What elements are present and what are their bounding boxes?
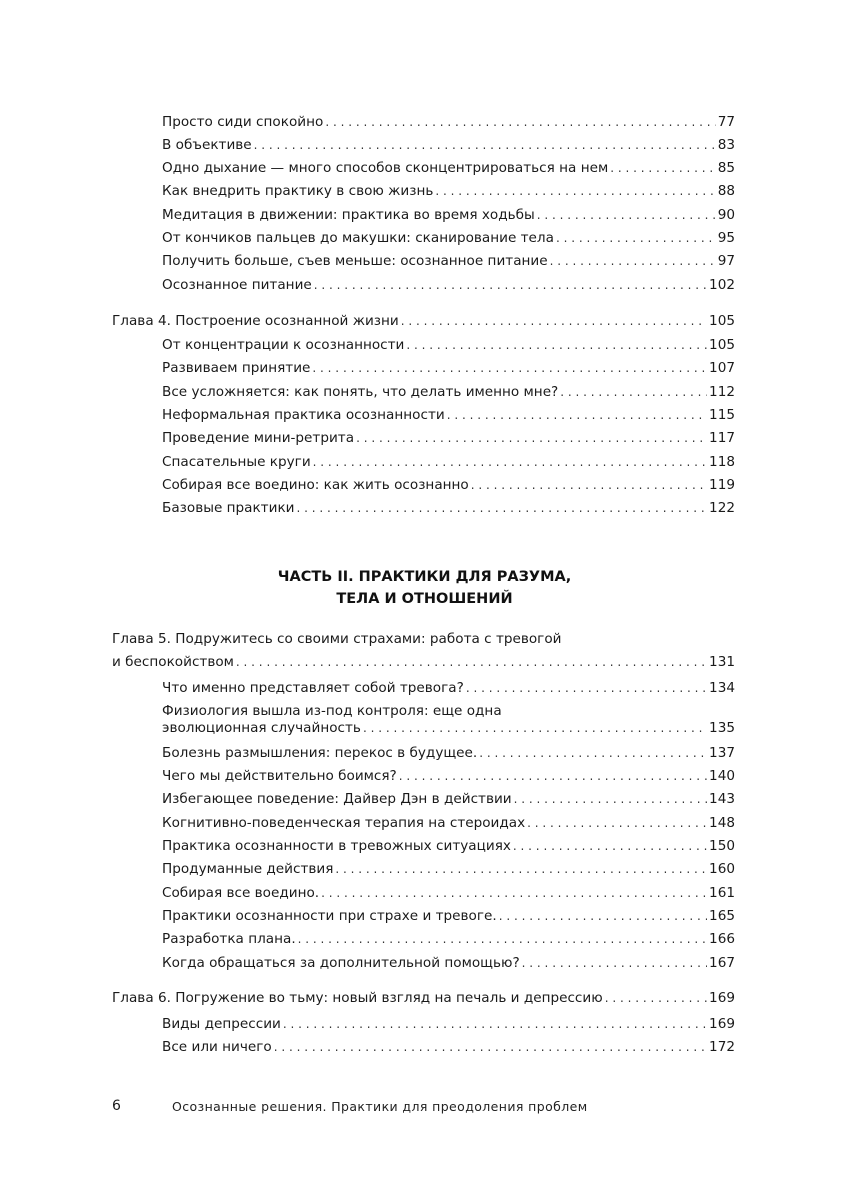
chapter-title: Глава 4. Построение осознанной жизни	[112, 313, 399, 329]
toc-entry-title: Все или ничего	[162, 1039, 272, 1055]
toc-entry[interactable]	[162, 476, 735, 494]
toc-entry-page: 143	[709, 791, 735, 807]
page-number: 6	[112, 1098, 121, 1114]
toc-entry-title: Собирая все воедино.	[162, 885, 320, 901]
toc-entry-title: Болезнь размышления: перекос в будущее.	[162, 745, 478, 761]
leader-dots	[560, 383, 707, 401]
leader-dots	[325, 113, 715, 131]
toc-entry[interactable]	[162, 1015, 735, 1033]
leader-dots	[527, 814, 707, 832]
leader-dots	[522, 954, 707, 972]
leader-dots	[254, 136, 716, 154]
toc-entry-title: От концентрации к осознанности	[162, 337, 405, 353]
running-footer-title: Осознанные решения. Практики для преодоления проблем	[172, 1099, 588, 1114]
toc-entry[interactable]	[162, 252, 735, 270]
toc-entry[interactable]	[162, 406, 735, 424]
toc-entry-title: Базовые практики	[162, 500, 295, 516]
toc-entry[interactable]	[162, 383, 735, 401]
toc-entry-page: 117	[709, 430, 735, 446]
leader-dots	[356, 429, 707, 447]
leader-dots	[283, 1015, 707, 1033]
leader-dots	[363, 719, 707, 737]
chapter-entry[interactable]	[112, 989, 735, 1007]
toc-entry[interactable]	[162, 453, 735, 471]
part-heading-line-2: ТЕЛА И ОТНОШЕНИЙ	[336, 591, 513, 607]
toc-entry[interactable]	[162, 182, 735, 200]
chapter-entry[interactable]	[112, 312, 735, 330]
leader-dots	[236, 653, 707, 671]
toc-entry-page: 160	[709, 861, 735, 877]
leader-dots	[406, 336, 707, 354]
toc-entry-page: 167	[709, 955, 735, 971]
leader-dots	[556, 229, 716, 247]
toc-entry[interactable]	[162, 113, 735, 131]
toc-entry-title: Практики осознанности при страхе и тревоге.	[162, 908, 497, 924]
leader-dots	[605, 989, 707, 1007]
toc-entry-title: Практика осознанности в тревожных ситуациях	[162, 838, 511, 854]
toc-entry-page: 83	[717, 137, 735, 153]
toc-entry[interactable]	[162, 136, 735, 154]
leader-dots	[514, 790, 707, 808]
chapter-page: 105	[709, 313, 735, 329]
leader-dots	[297, 499, 708, 517]
toc-entry[interactable]	[162, 790, 735, 808]
toc-entry-page: 119	[709, 477, 735, 493]
toc-entry-title: Собирая все воедино: как жить осознанно	[162, 477, 469, 493]
toc-entry[interactable]	[162, 336, 735, 354]
toc-entry[interactable]	[162, 837, 735, 855]
toc-entry-title: Все усложняется: как понять, что делать именно мне?	[162, 384, 559, 400]
toc-entry-title: Получить больше, съев меньше: осознанное питание	[162, 253, 548, 269]
toc-entry[interactable]	[162, 429, 735, 447]
toc-entry-title: Разработка плана.	[162, 931, 296, 947]
toc-entry[interactable]	[162, 907, 735, 925]
toc-entry[interactable]	[162, 814, 735, 832]
chapter-title: и беспокойством	[112, 654, 234, 670]
leader-dots	[399, 767, 707, 785]
toc-entry[interactable]	[162, 767, 735, 785]
toc-entry-title: Как внедрить практику в свою жизнь	[162, 183, 434, 199]
toc-entry-title: От кончиков пальцев до макушки: сканирование тела	[162, 230, 554, 246]
toc-entry[interactable]	[162, 860, 735, 878]
leader-dots	[435, 182, 715, 200]
toc-entry[interactable]	[162, 954, 735, 972]
toc-entry-title-line-1[interactable]: Физиология вышла из-под контроля: еще одна	[162, 703, 502, 719]
toc-entry-page: 122	[709, 500, 735, 516]
leader-dots	[314, 276, 707, 294]
chapter-page: 169	[709, 990, 735, 1006]
leader-dots	[610, 159, 715, 177]
toc-entry-page: 95	[717, 230, 735, 246]
leader-dots	[298, 930, 707, 948]
toc-entry-title: Когда обращаться за дополнительной помощью?	[162, 955, 520, 971]
leader-dots	[550, 252, 716, 270]
toc-entry-title: Что именно представляет собой тревога?	[162, 680, 464, 696]
toc-entry-page: 115	[709, 407, 735, 423]
toc-entry-page: 172	[709, 1039, 735, 1055]
toc-entry-title: В объективе	[162, 137, 252, 153]
toc-entry-page: 102	[709, 277, 735, 293]
toc-entry-page: 85	[717, 160, 735, 176]
toc-entry-page: 161	[709, 885, 735, 901]
toc-entry-title: Чего мы действительно боимся?	[162, 768, 397, 784]
toc-entry[interactable]	[162, 276, 735, 294]
leader-dots	[471, 476, 707, 494]
toc-entry-title: Избегающее поведение: Дайвер Дэн в действии	[162, 791, 512, 807]
leader-dots	[499, 907, 707, 925]
chapter-page: 131	[709, 654, 735, 670]
toc-entry[interactable]	[162, 359, 735, 377]
leader-dots	[274, 1038, 707, 1056]
toc-entry-title: Виды депрессии	[162, 1016, 281, 1032]
toc-entry-page: 77	[717, 114, 735, 130]
toc-entry[interactable]	[162, 719, 735, 737]
leader-dots	[466, 679, 707, 697]
leader-dots	[513, 837, 707, 855]
toc-entry-title: Развиваем принятие	[162, 360, 311, 376]
toc-entry-page: 165	[709, 908, 735, 924]
toc-entry[interactable]	[162, 1038, 735, 1056]
toc-entry-title: Когнитивно-поведенческая терапия на стероидах	[162, 815, 526, 831]
leader-dots	[537, 206, 716, 224]
leader-dots	[479, 744, 707, 762]
toc-entry-title: эволюционная случайность	[162, 720, 361, 736]
toc-entry-title: Проведение мини-ретрита	[162, 430, 355, 446]
toc-entry-title: Продуманные действия	[162, 861, 334, 877]
toc-entry[interactable]	[162, 744, 735, 762]
toc-entry-page: 166	[709, 931, 735, 947]
toc-entry-page: 118	[709, 454, 735, 470]
toc-entry-page: 97	[717, 253, 735, 269]
leader-dots	[447, 406, 707, 424]
toc-entry-page: 90	[717, 207, 735, 223]
leader-dots	[335, 860, 707, 878]
toc-entry[interactable]	[162, 229, 735, 247]
leader-dots	[321, 884, 707, 902]
leader-dots	[313, 453, 707, 471]
toc-entry-title: Просто сиди спокойно	[162, 114, 324, 130]
toc-entry-title: Спасательные круги	[162, 454, 311, 470]
toc-entry-title: Медитация в движении: практика во время ходьбы	[162, 207, 535, 223]
toc-entry-page: 135	[709, 720, 735, 736]
toc-entry-title: Одно дыхание — много способов сконцентрироваться на нем	[162, 160, 609, 176]
toc-entry-page: 137	[709, 745, 735, 761]
toc-entry-page: 112	[709, 384, 735, 400]
toc-entry[interactable]	[162, 884, 735, 902]
toc-entry-page: 150	[709, 838, 735, 854]
toc-entry-page: 105	[709, 337, 735, 353]
toc-entry-page: 107	[709, 360, 735, 376]
toc-entry[interactable]	[162, 930, 735, 948]
leader-dots	[312, 359, 707, 377]
part-heading-line-1: ЧАСТЬ II. ПРАКТИКИ ДЛЯ РАЗУМА,	[277, 569, 572, 585]
toc-entry-page: 148	[709, 815, 735, 831]
toc-entry[interactable]	[162, 206, 735, 224]
toc-entry-page: 140	[709, 768, 735, 784]
chapter-title: Глава 6. Погружение во тьму: новый взгляд на печаль и депрессию	[112, 990, 603, 1006]
chapter-title-line-1[interactable]: Глава 5. Подружитесь со своими страхами: работа с тревогой	[112, 631, 562, 647]
toc-entry-page: 88	[717, 183, 735, 199]
leader-dots	[401, 312, 707, 330]
toc-entry[interactable]	[162, 679, 735, 697]
toc-entry-page: 169	[709, 1016, 735, 1032]
toc-entry-page: 134	[709, 680, 735, 696]
toc-entry-title: Осознанное питание	[162, 277, 312, 293]
toc-entry[interactable]	[162, 499, 735, 517]
chapter-entry[interactable]	[112, 653, 735, 671]
toc-entry[interactable]	[162, 159, 735, 177]
toc-entry-title: Неформальная практика осознанности	[162, 407, 445, 423]
